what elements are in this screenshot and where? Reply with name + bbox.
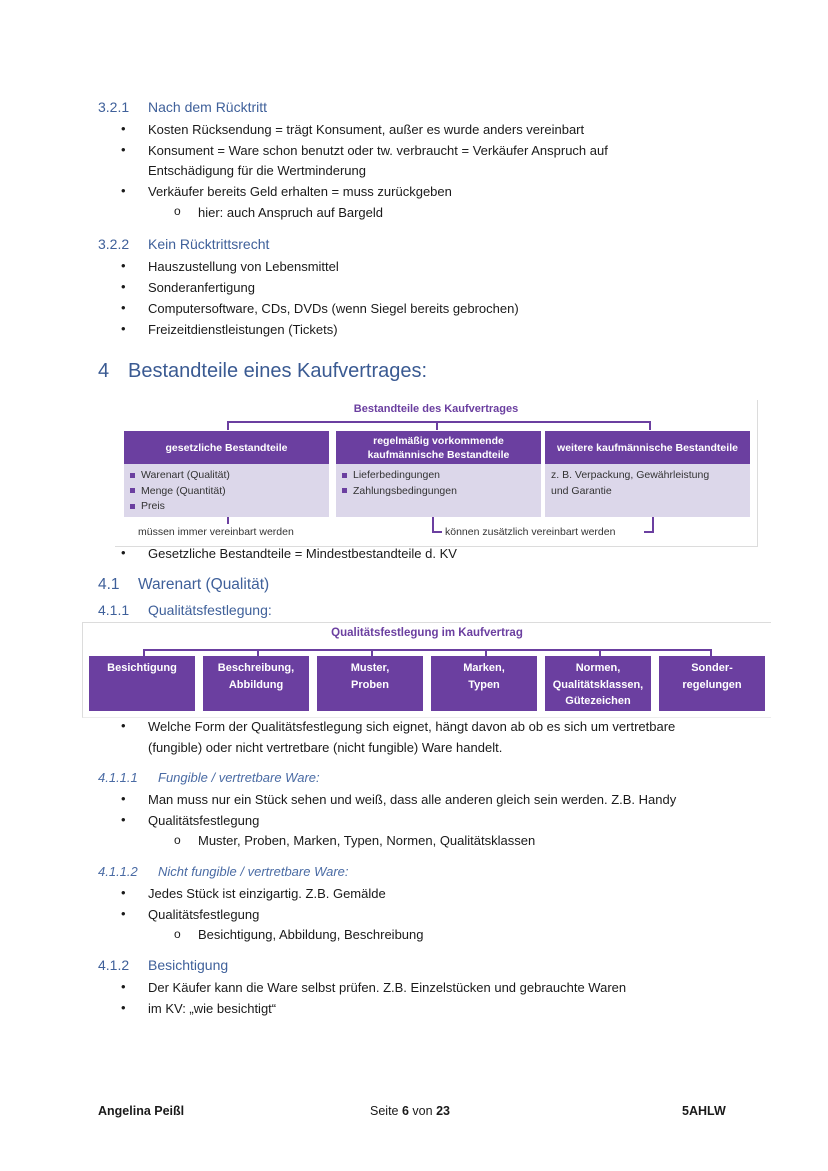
list-item: Gesetzliche Bestandteile = Mindestbestandteile d. KV <box>148 546 457 561</box>
heading-title: Besichtigung <box>148 957 229 973</box>
list-item-continuation: (fungible) oder nicht vertretbare (nicht fungible) Ware handelt. <box>148 740 503 755</box>
bullet-icon: • <box>121 142 126 157</box>
bullet-icon: • <box>121 545 126 560</box>
list-item: Qualitätsfestlegung <box>148 907 260 922</box>
box-marken-typen <box>431 656 537 711</box>
square-bullet-icon <box>130 488 135 493</box>
heading-4-1-1-2 <box>98 864 349 879</box>
bullet-icon: • <box>121 791 126 806</box>
bullet-icon: • <box>121 1000 126 1015</box>
box-header: weitere kaufmännische Bestandteile <box>545 431 750 464</box>
list-item: Computersoftware, CDs, DVDs (wenn Siegel bereits gebrochen) <box>148 301 519 316</box>
page-total: 23 <box>436 1104 450 1118</box>
box-header-line: kaufmännische Bestandteile <box>367 448 510 461</box>
diagram-bestandteile-kaufvertrag <box>115 400 758 547</box>
box-label: Abbildung <box>228 678 284 691</box>
bullet-icon: • <box>121 258 126 273</box>
heading-number: 4.1 <box>98 576 120 593</box>
list-item: Konsument = Ware schon benutzt oder tw. verbraucht = Verkäufer Anspruch auf <box>148 143 608 158</box>
box-label: Gütezeichen <box>565 695 631 707</box>
footer-right-label: können zusätzlich vereinbart werden <box>445 526 616 538</box>
square-bullet-icon <box>342 488 347 493</box>
sub-list-item: Besichtigung, Abbildung, Beschreibung <box>198 927 424 942</box>
box-label: Proben <box>351 678 389 691</box>
bullet-icon: • <box>121 979 126 994</box>
heading-title: Bestandteile eines Kaufvertrages: <box>128 360 428 382</box>
footer-class: 5AHLW <box>682 1104 726 1118</box>
circle-bullet-icon: o <box>174 204 181 218</box>
list-item: Der Käufer kann die Ware selbst prüfen. Z.B. Einzelstücken und gebrauchte Waren <box>148 980 627 995</box>
box-gesetzliche-bestandteile <box>124 431 329 517</box>
heading-number: 4.1.1 <box>98 602 130 618</box>
heading-number: 4 <box>98 360 110 382</box>
heading-title: Kein Rücktrittsrecht <box>148 236 270 252</box>
circle-bullet-icon: o <box>174 833 181 847</box>
heading-title: Warenart (Qualität) <box>138 576 270 593</box>
box-regelmaessige-bestandteile <box>336 431 541 517</box>
heading-title: Qualitätsfestlegung: <box>148 602 272 618</box>
box-normen-qualitaetsklassen <box>545 656 651 711</box>
connector-line <box>227 421 651 423</box>
footer-page-number <box>370 1104 450 1118</box>
box-label: Besichtigung <box>107 662 177 674</box>
heading-4 <box>98 360 427 383</box>
box-header <box>336 431 541 464</box>
diagram-title: Bestandteile des Kaufvertrages <box>353 403 519 415</box>
arrow-right-icon <box>432 531 442 533</box>
circle-bullet-icon: o <box>174 927 181 941</box>
page-current: 6 <box>401 1104 409 1118</box>
box-label: Qualitätsklassen, <box>552 678 644 691</box>
heading-4-1-2 <box>98 957 228 973</box>
list-item: Freizeitdienstleistungen (Tickets) <box>148 322 338 337</box>
box-sonderregelungen <box>659 656 765 711</box>
heading-title: Nicht fungible / vertretbare Ware: <box>158 864 349 879</box>
box-item: Preis <box>141 500 165 512</box>
square-bullet-icon <box>342 473 347 478</box>
heading-number: 3.2.2 <box>98 236 130 252</box>
box-label: Beschreibung, <box>217 662 295 674</box>
bullet-icon: • <box>121 885 126 900</box>
box-label: Sonder- <box>691 662 733 674</box>
sub-list-item: Muster, Proben, Marken, Typen, Normen, Qualitätsklassen <box>198 833 536 848</box>
list-item: Welche Form der Qualitätsfestlegung sich eignet, hängt davon ab ob es sich um vertretbare <box>148 719 676 734</box>
heading-3-2-1 <box>98 99 267 115</box>
list-item: Qualitätsfestlegung <box>148 813 260 828</box>
heading-number: 4.1.2 <box>98 957 130 973</box>
box-text: z. B. Verpackung, Gewährleistung <box>551 469 710 481</box>
bullet-icon: • <box>121 906 126 921</box>
box-header: gesetzliche Bestandteile <box>124 431 329 464</box>
bullet-icon: • <box>121 812 126 827</box>
bullet-icon: • <box>121 121 126 136</box>
box-header-line: regelmäßig vorkommende <box>373 434 504 447</box>
heading-3-2-2 <box>98 236 269 252</box>
box-besichtigung <box>89 656 195 711</box>
connector-line <box>652 517 654 532</box>
footer-author: Angelina Peißl <box>98 1104 185 1118</box>
arrow-down-icon <box>649 421 651 430</box>
page-prefix: Seite <box>370 1104 399 1118</box>
bullet-icon: • <box>121 321 126 336</box>
list-item-continuation: Entschädigung für die Wertminderung <box>148 163 366 178</box>
heading-title: Nach dem Rücktritt <box>148 99 268 115</box>
arrow-down-icon <box>227 421 229 430</box>
box-beschreibung-abbildung <box>203 656 309 711</box>
bullet-icon: • <box>121 279 126 294</box>
box-label: Typen <box>468 678 500 691</box>
box-body <box>545 464 750 517</box>
square-bullet-icon <box>130 473 135 478</box>
list-item: im KV: „wie besichtigt“ <box>148 1001 277 1016</box>
heading-4-1-1 <box>98 602 272 618</box>
box-muster-proben <box>317 656 423 711</box>
arrow-down-icon <box>436 421 438 430</box>
sub-list-item: hier: auch Anspruch auf Bargeld <box>198 205 384 220</box>
box-weitere-bestandteile <box>545 431 750 517</box>
list-item: Hauszustellung von Lebensmittel <box>148 259 339 274</box>
diagram-title: Qualitätsfestlegung im Kaufvertrag <box>331 627 523 639</box>
square-bullet-icon <box>130 504 135 509</box>
footer-left-label: müssen immer vereinbart werden <box>138 526 294 538</box>
bullet-icon: • <box>121 300 126 315</box>
bullet-icon: • <box>121 718 126 733</box>
heading-number: 3.2.1 <box>98 99 130 115</box>
list-item: Jedes Stück ist einzigartig. Z.B. Gemälde <box>148 886 386 901</box>
bullet-icon: • <box>121 183 126 198</box>
heading-4-1-1-1 <box>98 770 320 785</box>
box-label: Marken, <box>463 662 505 674</box>
box-label: Normen, <box>575 662 621 674</box>
page-mid: von <box>412 1104 433 1118</box>
list-item: Sonderanfertigung <box>148 280 255 295</box>
heading-number: 4.1.1.1 <box>98 770 138 785</box>
diagram-qualitaetsfestlegung <box>82 622 771 718</box>
box-body <box>336 464 541 517</box>
arrow-left-icon <box>644 531 654 533</box>
list-item: Man muss nur ein Stück sehen und weiß, dass alle anderen gleich sein werden. Z.B. Handy <box>148 792 677 807</box>
box-item: Warenart (Qualität) <box>141 469 230 481</box>
heading-number: 4.1.1.2 <box>98 864 138 879</box>
box-item: Menge (Quantität) <box>141 484 226 497</box>
box-body <box>124 464 329 517</box>
box-text: und Garantie <box>551 484 612 497</box>
box-item: Zahlungsbedingungen <box>353 484 457 497</box>
heading-4-1 <box>98 576 269 594</box>
box-label: regelungen <box>682 678 742 691</box>
box-item: Lieferbedingungen <box>353 469 440 481</box>
list-item: Verkäufer bereits Geld erhalten = muss zurückgeben <box>148 184 452 199</box>
connector-line <box>143 649 711 651</box>
connector-line <box>432 517 434 532</box>
list-item: Kosten Rücksendung = trägt Konsument, außer es wurde anders vereinbart <box>148 122 585 137</box>
arrow-down-icon <box>227 517 229 524</box>
heading-title: Fungible / vertretbare Ware: <box>158 770 320 785</box>
box-label: Muster, <box>350 662 390 674</box>
